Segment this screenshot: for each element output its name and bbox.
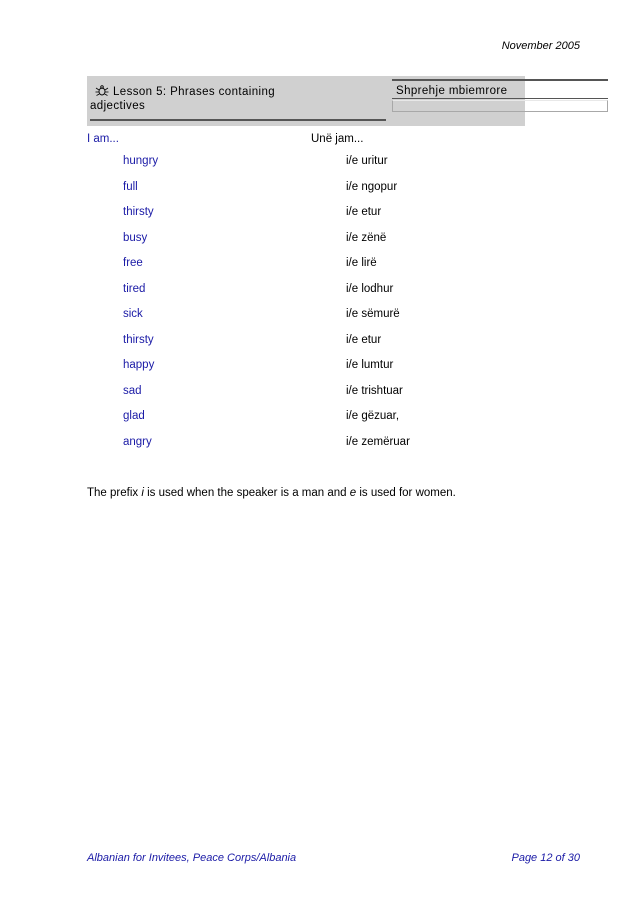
vocab-albanian: i/e lumtur bbox=[346, 359, 394, 371]
note-text: The prefix bbox=[87, 487, 142, 499]
lesson-albanian-title-cell bbox=[392, 79, 608, 121]
vocab-english: glad bbox=[123, 410, 145, 422]
vocab-english: free bbox=[123, 257, 143, 269]
lesson-title-cell bbox=[90, 81, 386, 121]
vocab-albanian: i/e etur bbox=[346, 206, 382, 218]
vocab-albanian: i/e trishtuar bbox=[346, 385, 403, 397]
vocab-albanian: i/e ngopur bbox=[346, 181, 398, 193]
vocab-english: sick bbox=[123, 308, 143, 320]
vocab-english: thirsty bbox=[123, 334, 154, 346]
vocab-albanian: i/e etur bbox=[346, 334, 382, 346]
lesson-albanian-title: Shprehje mbiemrore bbox=[396, 85, 508, 97]
vocab-english: hungry bbox=[123, 155, 159, 167]
intro-english: I am... bbox=[87, 133, 119, 145]
vocab-english: angry bbox=[123, 436, 152, 448]
vocab-english: happy bbox=[123, 359, 155, 371]
vocab-albanian: i/e sëmurë bbox=[346, 308, 400, 320]
footer-title: Albanian for Invitees, Peace Corps/Albania bbox=[87, 852, 297, 864]
vocab-albanian: i/e zënë bbox=[346, 232, 387, 244]
lesson-title-line1 bbox=[95, 85, 275, 98]
note-text: is used for women. bbox=[356, 487, 456, 499]
note-prefix-i: i bbox=[141, 487, 144, 499]
page-number: Page 12 of 30 bbox=[511, 852, 580, 864]
vocab-albanian: i/e lirë bbox=[346, 257, 377, 269]
vocab-albanian: i/e zemëruar bbox=[346, 436, 410, 448]
vocab-english: thirsty bbox=[123, 206, 154, 218]
vocab-english: busy bbox=[123, 232, 148, 244]
header-date: November 2005 bbox=[501, 40, 580, 52]
lesson-title-text: Lesson 5: Phrases containing bbox=[113, 86, 276, 98]
prefix-note bbox=[87, 487, 456, 499]
lesson-header-table bbox=[87, 76, 525, 126]
vocab-english: full bbox=[123, 181, 138, 193]
lesson-title-line2: adjectives bbox=[90, 100, 146, 112]
vocab-albanian: i/e uritur bbox=[346, 155, 388, 167]
vocab-albanian: i/e lodhur bbox=[346, 283, 394, 295]
bug-icon bbox=[95, 85, 109, 96]
empty-field-box bbox=[392, 100, 608, 112]
vocab-albanian: i/e gëzuar, bbox=[346, 410, 400, 422]
note-text: is used when the speaker is a man and bbox=[143, 487, 350, 499]
vocab-english: tired bbox=[123, 283, 146, 295]
note-prefix-e: e bbox=[349, 487, 357, 499]
intro-albanian: Unë jam... bbox=[311, 133, 364, 145]
divider bbox=[392, 98, 608, 99]
vocab-english: sad bbox=[123, 385, 142, 397]
